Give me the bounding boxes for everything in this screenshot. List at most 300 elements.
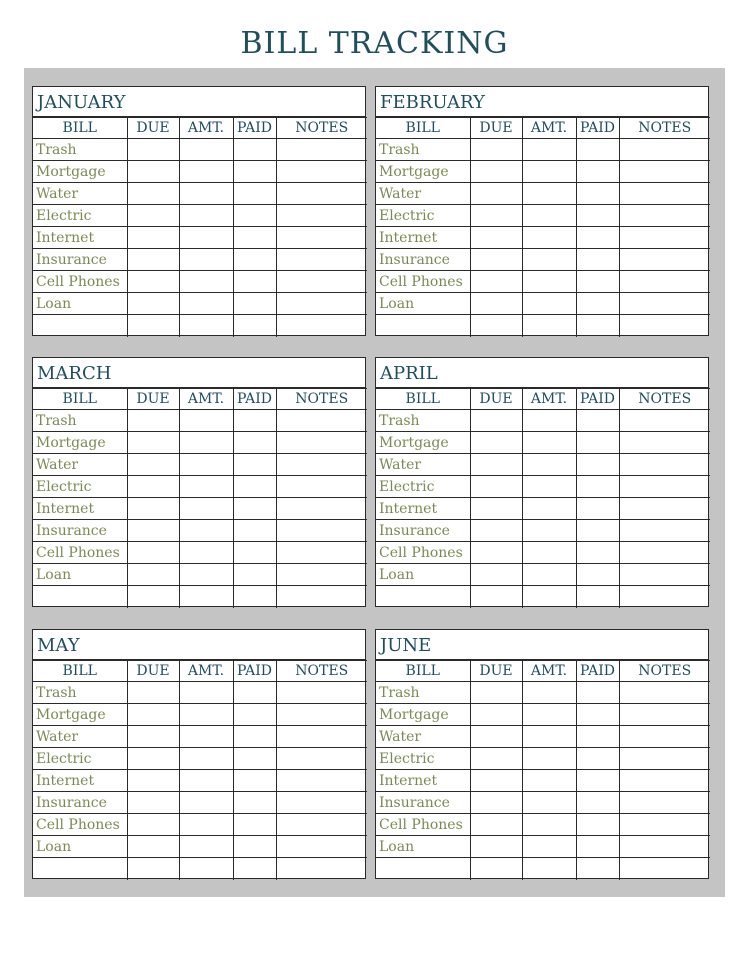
amt-cell[interactable]: [179, 542, 233, 564]
amt-cell[interactable]: [522, 520, 576, 542]
amt-cell[interactable]: [522, 792, 576, 814]
notes-cell[interactable]: [619, 748, 710, 770]
due-cell[interactable]: [470, 836, 522, 858]
bill-name-cell: Electric: [33, 748, 127, 770]
paid-cell[interactable]: [576, 586, 619, 608]
bill-name-cell: Trash: [33, 682, 127, 704]
month-name: MAY: [33, 630, 365, 660]
paid-cell[interactable]: [576, 498, 619, 520]
notes-cell[interactable]: [619, 161, 710, 183]
due-cell[interactable]: [127, 836, 179, 858]
due-cell[interactable]: [470, 792, 522, 814]
bill-name-cell: Electric: [33, 476, 127, 498]
amt-cell[interactable]: [179, 682, 233, 704]
notes-cell[interactable]: [276, 748, 367, 770]
notes-cell[interactable]: [276, 476, 367, 498]
amt-cell[interactable]: [522, 726, 576, 748]
month-block-1: [375, 86, 709, 336]
column-header-bill: BILL: [33, 118, 127, 139]
amt-cell[interactable]: [522, 748, 576, 770]
paid-cell[interactable]: [576, 271, 619, 293]
notes-cell[interactable]: [619, 205, 710, 227]
due-cell[interactable]: [470, 748, 522, 770]
month-name: FEBRUARY: [376, 87, 708, 117]
amt-cell[interactable]: [522, 498, 576, 520]
amt-cell[interactable]: [179, 205, 233, 227]
amt-cell[interactable]: [522, 564, 576, 586]
due-cell[interactable]: [127, 858, 179, 880]
column-header-amt: AMT.: [179, 661, 233, 682]
table-row: [33, 205, 367, 227]
amt-cell[interactable]: [179, 586, 233, 608]
bill-name-cell: Insurance: [376, 792, 470, 814]
notes-cell[interactable]: [619, 410, 710, 432]
column-header-notes: NOTES: [276, 389, 367, 410]
column-header-paid: PAID: [576, 118, 619, 139]
amt-cell[interactable]: [179, 293, 233, 315]
bill-table: [33, 660, 367, 880]
due-cell[interactable]: [127, 139, 179, 161]
due-cell[interactable]: [127, 454, 179, 476]
paid-cell[interactable]: [576, 704, 619, 726]
due-cell[interactable]: [470, 183, 522, 205]
amt-cell[interactable]: [179, 183, 233, 205]
due-cell[interactable]: [470, 564, 522, 586]
notes-cell[interactable]: [619, 792, 710, 814]
paid-cell[interactable]: [576, 183, 619, 205]
due-cell[interactable]: [127, 748, 179, 770]
bill-name-cell: Loan: [376, 836, 470, 858]
bill-name-cell: Loan: [33, 836, 127, 858]
due-cell[interactable]: [470, 293, 522, 315]
paid-cell[interactable]: [576, 205, 619, 227]
bill-name-cell: Mortgage: [33, 704, 127, 726]
amt-cell[interactable]: [522, 858, 576, 880]
paid-cell[interactable]: [233, 161, 276, 183]
column-header-due: DUE: [470, 389, 522, 410]
amt-cell[interactable]: [522, 836, 576, 858]
paid-cell[interactable]: [233, 315, 276, 337]
notes-cell[interactable]: [276, 410, 367, 432]
due-cell[interactable]: [127, 542, 179, 564]
paid-cell[interactable]: [233, 432, 276, 454]
notes-cell[interactable]: [619, 682, 710, 704]
amt-cell[interactable]: [522, 586, 576, 608]
notes-cell[interactable]: [619, 770, 710, 792]
amt-cell[interactable]: [522, 410, 576, 432]
due-cell[interactable]: [127, 726, 179, 748]
due-cell[interactable]: [470, 814, 522, 836]
paid-cell[interactable]: [576, 139, 619, 161]
paid-cell[interactable]: [576, 454, 619, 476]
paid-cell[interactable]: [576, 432, 619, 454]
table-row: [376, 293, 710, 315]
due-cell[interactable]: [470, 542, 522, 564]
amt-cell[interactable]: [179, 410, 233, 432]
amt-cell[interactable]: [179, 161, 233, 183]
amt-cell[interactable]: [522, 542, 576, 564]
paid-cell[interactable]: [233, 814, 276, 836]
paid-cell[interactable]: [233, 770, 276, 792]
paid-cell[interactable]: [576, 315, 619, 337]
paid-cell[interactable]: [233, 498, 276, 520]
notes-cell[interactable]: [276, 161, 367, 183]
column-header-due: DUE: [470, 661, 522, 682]
amt-cell[interactable]: [179, 814, 233, 836]
due-cell[interactable]: [127, 293, 179, 315]
amt-cell[interactable]: [179, 858, 233, 880]
paid-cell[interactable]: [576, 814, 619, 836]
notes-cell[interactable]: [619, 183, 710, 205]
notes-cell[interactable]: [276, 249, 367, 271]
notes-cell[interactable]: [276, 704, 367, 726]
due-cell[interactable]: [127, 792, 179, 814]
column-header-notes: NOTES: [619, 661, 710, 682]
paid-cell[interactable]: [233, 476, 276, 498]
paid-cell[interactable]: [233, 586, 276, 608]
notes-cell[interactable]: [276, 454, 367, 476]
notes-cell[interactable]: [276, 271, 367, 293]
bill-name-cell: Mortgage: [376, 161, 470, 183]
paid-cell[interactable]: [233, 792, 276, 814]
due-cell[interactable]: [127, 249, 179, 271]
paid-cell[interactable]: [576, 520, 619, 542]
notes-cell[interactable]: [619, 432, 710, 454]
table-header-row: [33, 389, 367, 410]
notes-cell[interactable]: [276, 432, 367, 454]
notes-cell[interactable]: [619, 858, 710, 880]
due-cell[interactable]: [470, 227, 522, 249]
notes-cell[interactable]: [619, 293, 710, 315]
column-header-due: DUE: [470, 118, 522, 139]
due-cell[interactable]: [470, 454, 522, 476]
notes-cell[interactable]: [619, 454, 710, 476]
amt-cell[interactable]: [522, 139, 576, 161]
amt-cell[interactable]: [522, 271, 576, 293]
column-header-notes: NOTES: [276, 118, 367, 139]
notes-cell[interactable]: [276, 183, 367, 205]
due-cell[interactable]: [470, 726, 522, 748]
notes-cell[interactable]: [276, 814, 367, 836]
bill-name-cell: Internet: [33, 498, 127, 520]
amt-cell[interactable]: [179, 564, 233, 586]
table-row: [376, 454, 710, 476]
notes-cell[interactable]: [276, 586, 367, 608]
table-row: [33, 293, 367, 315]
table-row: [376, 432, 710, 454]
bill-name-cell: [33, 858, 127, 880]
table-row: [33, 704, 367, 726]
table-row: [376, 139, 710, 161]
due-cell[interactable]: [470, 205, 522, 227]
paid-cell[interactable]: [233, 726, 276, 748]
due-cell[interactable]: [470, 498, 522, 520]
notes-cell[interactable]: [619, 814, 710, 836]
paid-cell[interactable]: [233, 139, 276, 161]
paid-cell[interactable]: [233, 227, 276, 249]
paid-cell[interactable]: [233, 564, 276, 586]
paid-cell[interactable]: [233, 542, 276, 564]
paid-cell[interactable]: [233, 858, 276, 880]
amt-cell[interactable]: [522, 476, 576, 498]
due-cell[interactable]: [470, 682, 522, 704]
paid-cell[interactable]: [233, 836, 276, 858]
table-row: [33, 542, 367, 564]
table-row: [33, 770, 367, 792]
amt-cell[interactable]: [179, 770, 233, 792]
bill-name-cell: Trash: [376, 410, 470, 432]
amt-cell[interactable]: [522, 227, 576, 249]
bill-name-cell: Insurance: [33, 520, 127, 542]
notes-cell[interactable]: [619, 564, 710, 586]
bill-name-cell: Electric: [376, 748, 470, 770]
due-cell[interactable]: [470, 139, 522, 161]
paid-cell[interactable]: [576, 564, 619, 586]
bill-name-cell: Internet: [33, 770, 127, 792]
bill-name-cell: Water: [33, 454, 127, 476]
paid-cell[interactable]: [233, 410, 276, 432]
table-row: [376, 836, 710, 858]
amt-cell[interactable]: [179, 748, 233, 770]
due-cell[interactable]: [470, 586, 522, 608]
notes-cell[interactable]: [619, 476, 710, 498]
due-cell[interactable]: [127, 520, 179, 542]
amt-cell[interactable]: [179, 249, 233, 271]
column-header-paid: PAID: [233, 661, 276, 682]
table-row: [376, 564, 710, 586]
notes-cell[interactable]: [619, 249, 710, 271]
amt-cell[interactable]: [522, 249, 576, 271]
table-row: [376, 227, 710, 249]
paid-cell[interactable]: [233, 520, 276, 542]
paid-cell[interactable]: [576, 682, 619, 704]
notes-cell[interactable]: [619, 520, 710, 542]
paid-cell[interactable]: [233, 293, 276, 315]
due-cell[interactable]: [470, 249, 522, 271]
due-cell[interactable]: [127, 682, 179, 704]
due-cell[interactable]: [127, 271, 179, 293]
due-cell[interactable]: [127, 770, 179, 792]
paid-cell[interactable]: [576, 476, 619, 498]
amt-cell[interactable]: [522, 814, 576, 836]
table-row: [376, 770, 710, 792]
due-cell[interactable]: [470, 410, 522, 432]
amt-cell[interactable]: [179, 520, 233, 542]
bill-name-cell: Loan: [376, 564, 470, 586]
bill-name-cell: [33, 315, 127, 337]
notes-cell[interactable]: [276, 858, 367, 880]
due-cell[interactable]: [127, 183, 179, 205]
amt-cell[interactable]: [522, 293, 576, 315]
amt-cell[interactable]: [522, 315, 576, 337]
due-cell[interactable]: [127, 315, 179, 337]
bill-name-cell: Mortgage: [376, 432, 470, 454]
amt-cell[interactable]: [179, 704, 233, 726]
amt-cell[interactable]: [179, 476, 233, 498]
amt-cell[interactable]: [522, 682, 576, 704]
paid-cell[interactable]: [233, 682, 276, 704]
amt-cell[interactable]: [179, 836, 233, 858]
due-cell[interactable]: [470, 704, 522, 726]
notes-cell[interactable]: [276, 227, 367, 249]
paid-cell[interactable]: [576, 770, 619, 792]
due-cell[interactable]: [470, 858, 522, 880]
paid-cell[interactable]: [233, 748, 276, 770]
month-block-2: [32, 357, 366, 607]
notes-cell[interactable]: [276, 726, 367, 748]
amt-cell[interactable]: [179, 271, 233, 293]
column-header-bill: BILL: [33, 389, 127, 410]
table-row: [376, 542, 710, 564]
paid-cell[interactable]: [576, 542, 619, 564]
notes-cell[interactable]: [619, 542, 710, 564]
paid-cell[interactable]: [233, 249, 276, 271]
notes-cell[interactable]: [619, 315, 710, 337]
bill-name-cell: Water: [33, 183, 127, 205]
due-cell[interactable]: [470, 315, 522, 337]
notes-cell[interactable]: [276, 205, 367, 227]
column-header-paid: PAID: [576, 389, 619, 410]
due-cell[interactable]: [127, 476, 179, 498]
table-row: [376, 682, 710, 704]
paid-cell[interactable]: [576, 748, 619, 770]
due-cell[interactable]: [127, 205, 179, 227]
amt-cell[interactable]: [179, 315, 233, 337]
bill-name-cell: Insurance: [376, 520, 470, 542]
notes-cell[interactable]: [619, 704, 710, 726]
paid-cell[interactable]: [233, 704, 276, 726]
notes-cell[interactable]: [619, 836, 710, 858]
paid-cell[interactable]: [576, 227, 619, 249]
amt-cell[interactable]: [522, 770, 576, 792]
paid-cell[interactable]: [233, 271, 276, 293]
bill-name-cell: Loan: [33, 564, 127, 586]
paid-cell[interactable]: [233, 205, 276, 227]
amt-cell[interactable]: [522, 161, 576, 183]
column-header-paid: PAID: [576, 661, 619, 682]
paid-cell[interactable]: [576, 726, 619, 748]
due-cell[interactable]: [127, 410, 179, 432]
due-cell[interactable]: [470, 476, 522, 498]
table-row: [376, 205, 710, 227]
notes-cell[interactable]: [276, 682, 367, 704]
bill-name-cell: Cell Phones: [33, 271, 127, 293]
due-cell[interactable]: [470, 271, 522, 293]
bill-table: [376, 660, 710, 880]
table-row: [376, 520, 710, 542]
paid-cell[interactable]: [576, 249, 619, 271]
bill-name-cell: Trash: [376, 139, 470, 161]
due-cell[interactable]: [127, 564, 179, 586]
due-cell[interactable]: [127, 432, 179, 454]
paid-cell[interactable]: [233, 454, 276, 476]
due-cell[interactable]: [470, 432, 522, 454]
column-header-amt: AMT.: [522, 118, 576, 139]
bill-name-cell: Electric: [376, 476, 470, 498]
paid-cell[interactable]: [576, 410, 619, 432]
amt-cell[interactable]: [179, 139, 233, 161]
due-cell[interactable]: [127, 498, 179, 520]
paid-cell[interactable]: [576, 836, 619, 858]
due-cell[interactable]: [127, 227, 179, 249]
paid-cell[interactable]: [576, 858, 619, 880]
table-row: [33, 454, 367, 476]
notes-cell[interactable]: [276, 520, 367, 542]
amt-cell[interactable]: [522, 205, 576, 227]
column-header-paid: PAID: [233, 389, 276, 410]
due-cell[interactable]: [127, 161, 179, 183]
due-cell[interactable]: [127, 586, 179, 608]
table-row: [33, 410, 367, 432]
due-cell[interactable]: [470, 161, 522, 183]
paid-cell[interactable]: [576, 792, 619, 814]
notes-cell[interactable]: [276, 564, 367, 586]
notes-cell[interactable]: [619, 586, 710, 608]
notes-cell[interactable]: [619, 498, 710, 520]
table-row: [376, 858, 710, 880]
notes-cell[interactable]: [619, 271, 710, 293]
amt-cell[interactable]: [522, 454, 576, 476]
table-row: [376, 726, 710, 748]
paid-cell[interactable]: [233, 183, 276, 205]
paid-cell[interactable]: [576, 293, 619, 315]
column-header-paid: PAID: [233, 118, 276, 139]
amt-cell[interactable]: [179, 792, 233, 814]
bill-table: [33, 117, 367, 337]
notes-cell[interactable]: [276, 293, 367, 315]
notes-cell[interactable]: [276, 836, 367, 858]
due-cell[interactable]: [127, 814, 179, 836]
paid-cell[interactable]: [576, 161, 619, 183]
table-row: [33, 183, 367, 205]
notes-cell[interactable]: [276, 315, 367, 337]
notes-cell[interactable]: [276, 139, 367, 161]
bill-name-cell: Cell Phones: [33, 542, 127, 564]
notes-cell[interactable]: [619, 139, 710, 161]
due-cell[interactable]: [127, 704, 179, 726]
column-header-amt: AMT.: [522, 389, 576, 410]
bill-name-cell: Mortgage: [33, 161, 127, 183]
table-row: [376, 586, 710, 608]
bill-table: [376, 388, 710, 608]
notes-cell[interactable]: [276, 792, 367, 814]
amt-cell[interactable]: [522, 432, 576, 454]
due-cell[interactable]: [470, 770, 522, 792]
notes-cell[interactable]: [276, 542, 367, 564]
bill-name-cell: [376, 315, 470, 337]
column-header-due: DUE: [127, 118, 179, 139]
notes-cell[interactable]: [619, 227, 710, 249]
amt-cell[interactable]: [179, 432, 233, 454]
table-row: [376, 161, 710, 183]
column-header-bill: BILL: [376, 389, 470, 410]
amt-cell[interactable]: [522, 183, 576, 205]
table-row: [33, 249, 367, 271]
amt-cell[interactable]: [179, 454, 233, 476]
table-row: [376, 748, 710, 770]
notes-cell[interactable]: [276, 498, 367, 520]
bill-name-cell: Water: [376, 454, 470, 476]
table-row: [33, 139, 367, 161]
bill-name-cell: Cell Phones: [376, 542, 470, 564]
amt-cell[interactable]: [522, 704, 576, 726]
notes-cell[interactable]: [619, 726, 710, 748]
due-cell[interactable]: [470, 520, 522, 542]
notes-cell[interactable]: [276, 770, 367, 792]
amt-cell[interactable]: [179, 227, 233, 249]
amt-cell[interactable]: [179, 726, 233, 748]
amt-cell[interactable]: [179, 498, 233, 520]
